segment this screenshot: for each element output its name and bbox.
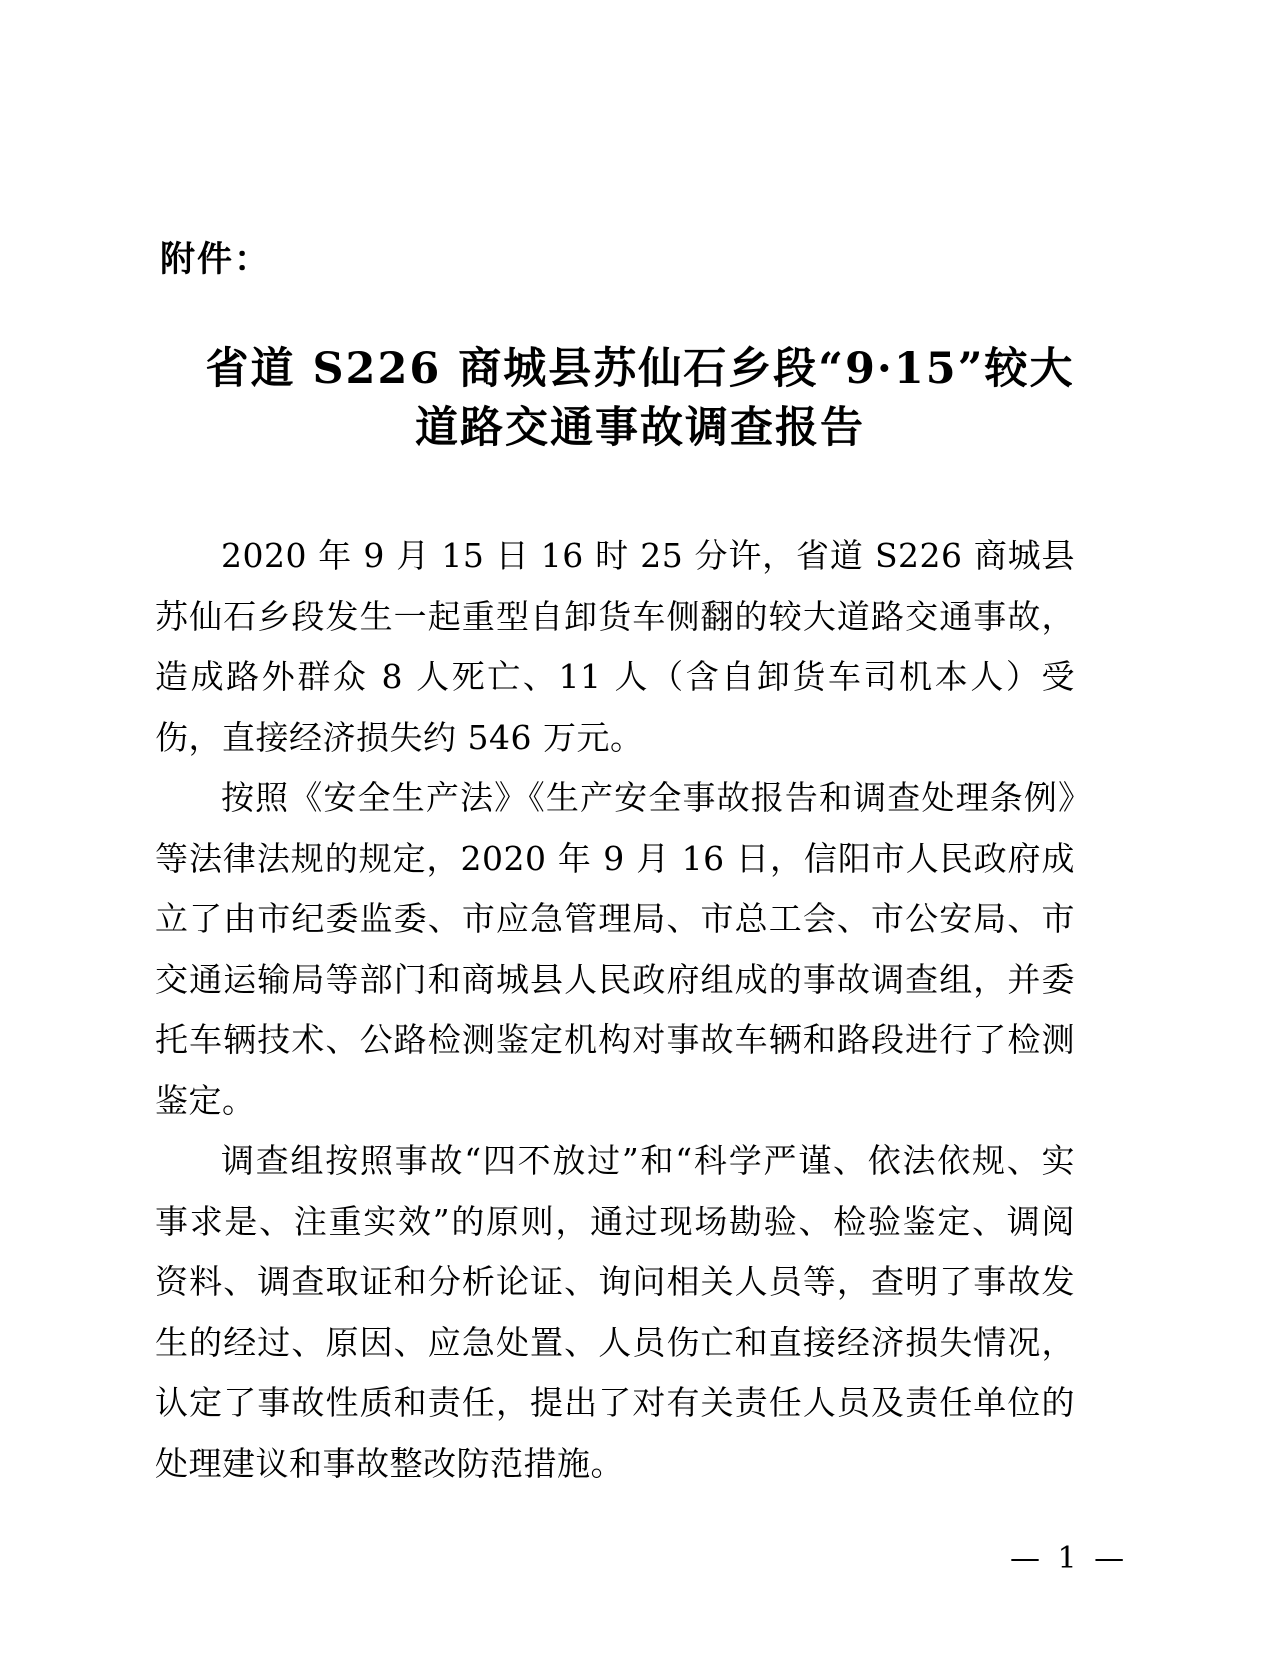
document-body xyxy=(155,526,1075,1494)
attachment-label: 附件： xyxy=(160,239,272,280)
page-number: — 1 — xyxy=(1010,1541,1129,1576)
document-title-line-2: 道路交通事故调查报告 xyxy=(415,403,865,453)
paragraph-accident-overview: 2020 年 9 月 15 日 16 时 25 分许，省道 S226 商城县苏仙石乡段发生一起重型自卸货车侧翻的较大道路交通事故，造成路外群众 8 人死亡、11 人（含自卸货车司机本人）受伤，直接经济损失约 546 万元。 xyxy=(155,536,1075,757)
paragraph-investigation-team: 按照《安全生产法》《生产安全事故报告和调查处理条例》等法律法规的规定，2020 年 9 月 16 日，信阳市人民政府成立了由市纪委监委、市应急管理局、市总工会、市公安局、市交通运输局等部门和商城县人民政府组成的事故调查组，并委托车辆技术、公路检测鉴定机构对事故车辆和路段进行了检测鉴定。 xyxy=(155,778,1075,1120)
document-title xyxy=(80,340,1200,458)
document-title-line-1: 省道 S226 商城县苏仙石乡段“9·15”较大 xyxy=(205,344,1075,394)
paragraph-investigation-principles: 调查组按照事故“四不放过”和“科学严谨、依法依规、实事求是、注重实效”的原则，通过现场勘验、检验鉴定、调阅资料、调查取证和分析论证、询问相关人员等，查明了事故发生的经过、原因、应急处置、人员伤亡和直接经济损失情况，认定了事故性质和责任，提出了对有关责任人员及责任单位的处理建议和事故整改防范措施。 xyxy=(155,1141,1075,1483)
